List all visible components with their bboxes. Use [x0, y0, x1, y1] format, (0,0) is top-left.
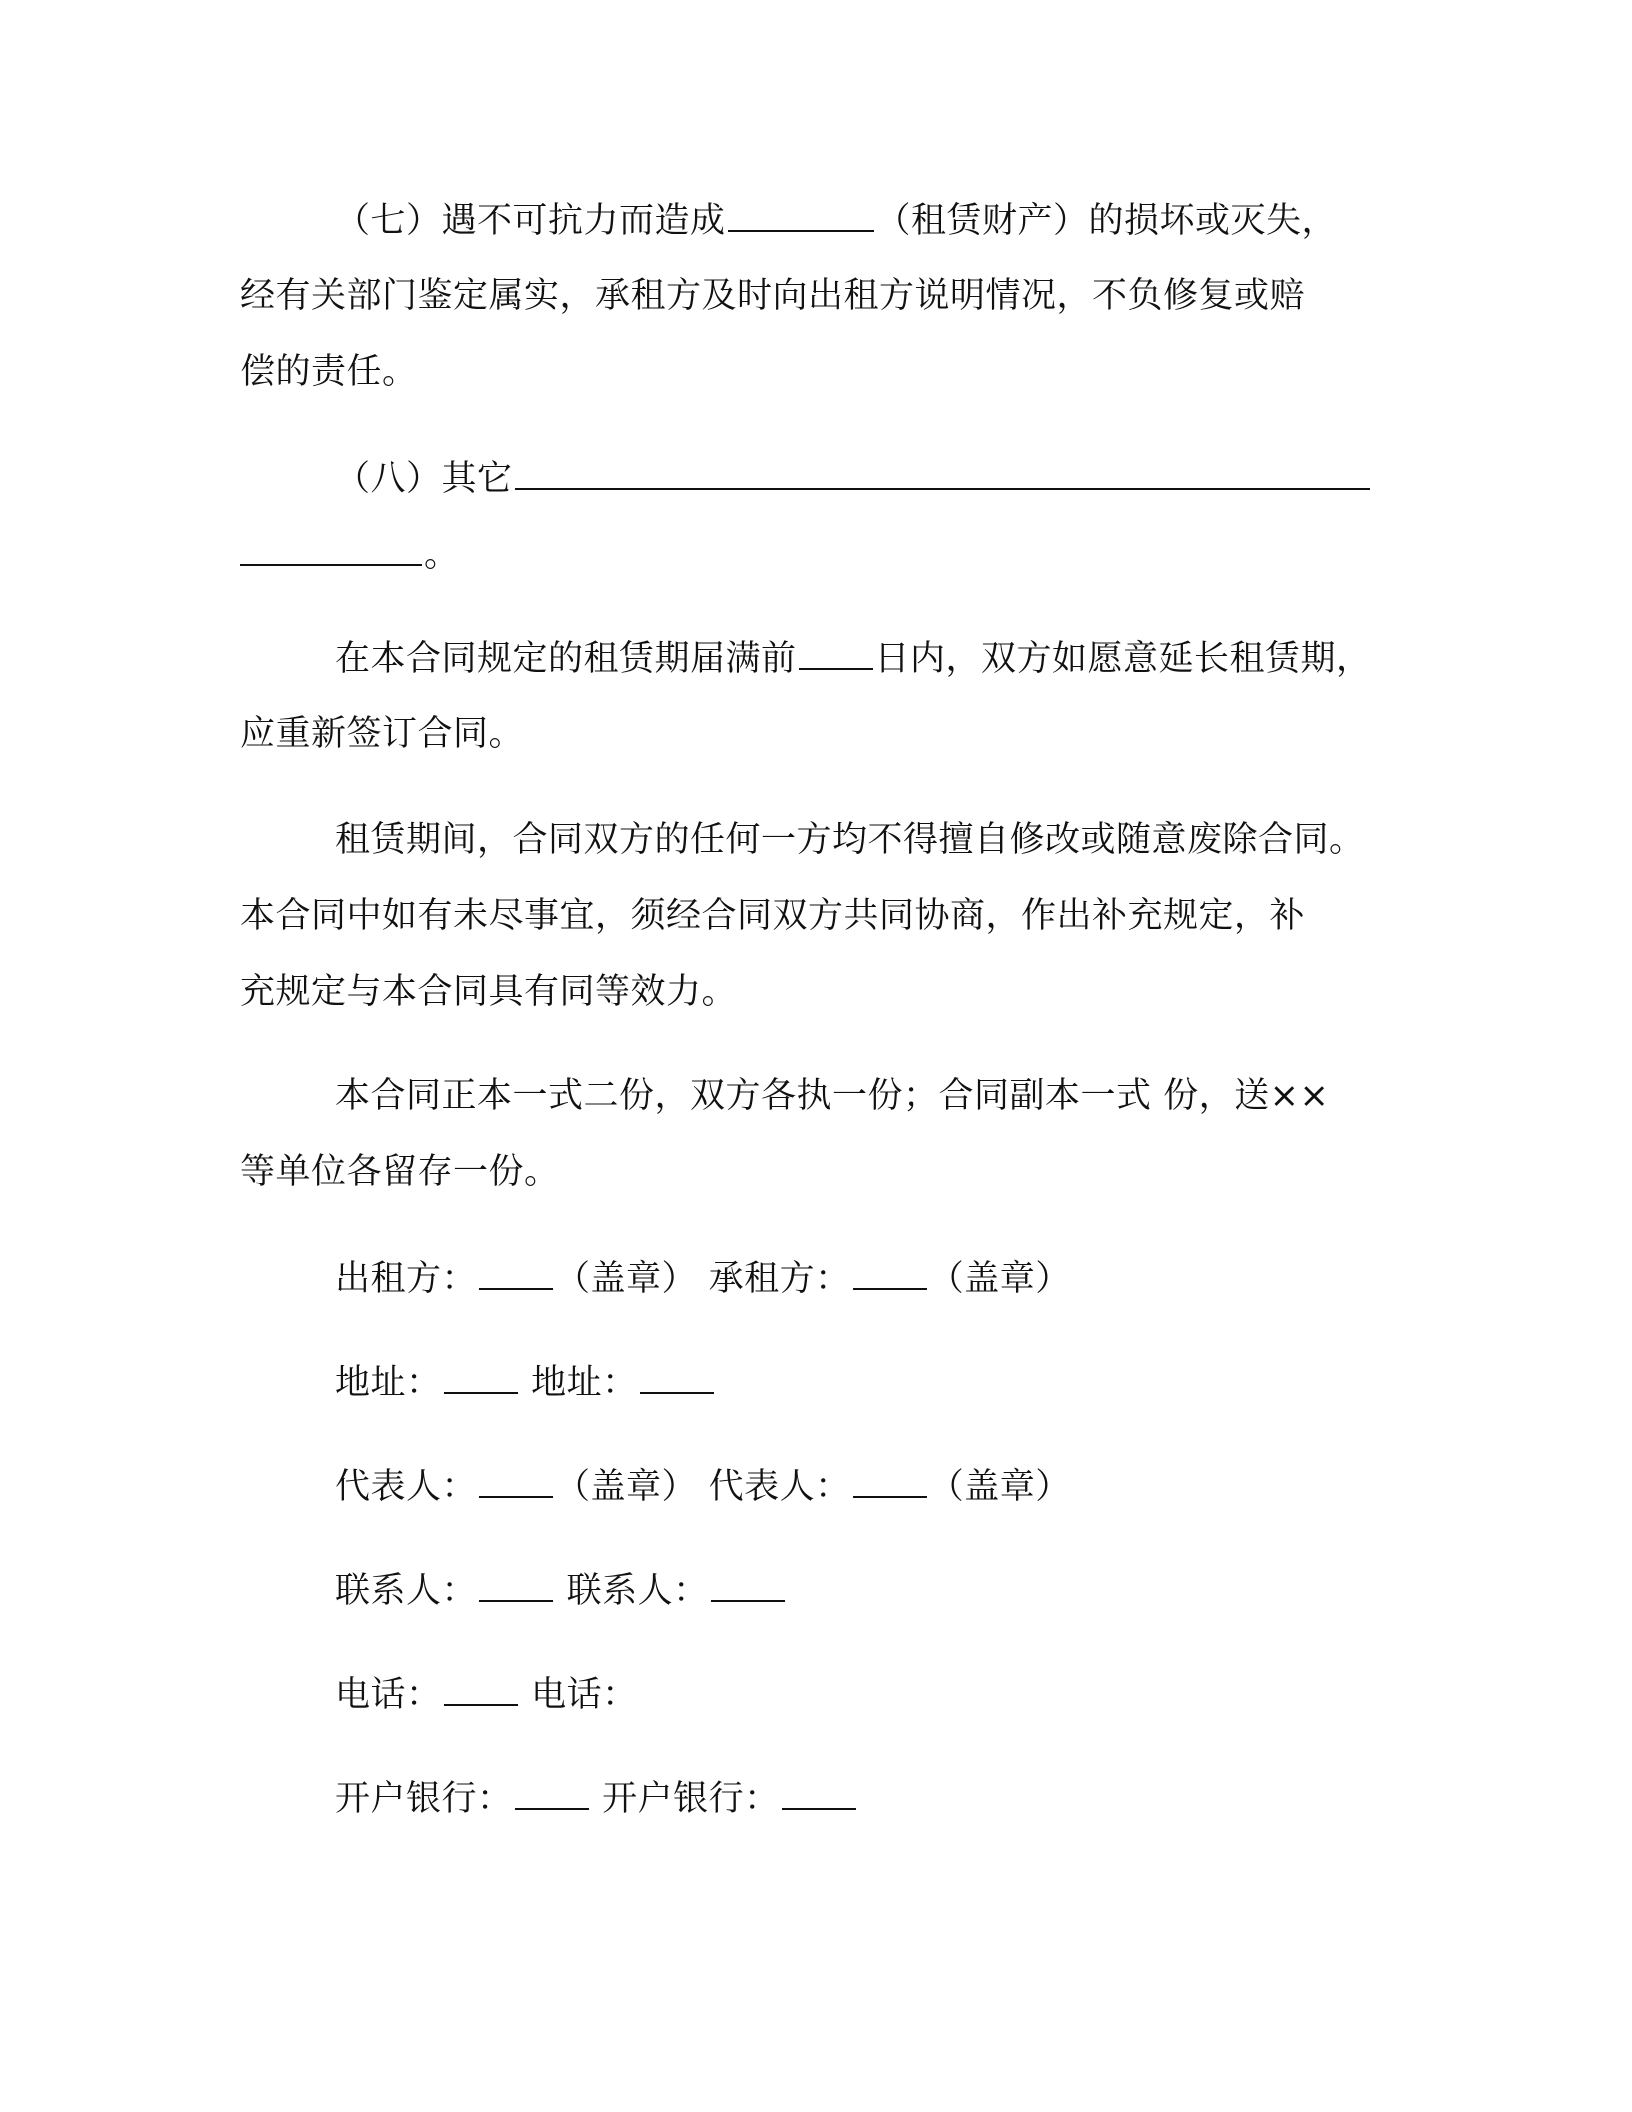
renewal-line1: [335, 634, 1372, 683]
renewal-line2: 应重新签订合同。: [240, 714, 525, 754]
renewal-part1: 在本合同规定的租赁期届满前: [335, 639, 797, 679]
lessee-label: 承租方：: [708, 1259, 851, 1299]
lessee-phone-label: 电话：: [531, 1675, 638, 1715]
renewal-blank: [799, 634, 873, 670]
copies-line2: 等单位各留存一份。: [240, 1152, 560, 1192]
signature-bank-row: [335, 1774, 858, 1823]
lessor-phone-blank: [444, 1670, 518, 1706]
clause8-blank: [515, 454, 1370, 490]
lessor-contact-label: 联系人：: [335, 1571, 478, 1611]
lessor-blank: [479, 1254, 553, 1290]
lessee-address-label: 地址：: [531, 1363, 638, 1403]
lessor-bank-blank: [515, 1774, 589, 1810]
lessor-phone-label: 电话：: [335, 1675, 442, 1715]
lessee-representative-blank: [853, 1462, 927, 1498]
lessee-contact-blank: [711, 1566, 785, 1602]
modification-line2: 本合同中如有未尽事宜，须经合同双方共同协商，作出补充规定，补: [240, 896, 1306, 936]
lessee-bank-label: 开户银行：: [602, 1779, 780, 1819]
lessor-bank-label: 开户银行：: [335, 1779, 513, 1819]
signature-address-row: [335, 1358, 716, 1407]
clause7-blank: [728, 196, 874, 232]
clause8-end: 。: [424, 535, 460, 575]
lessee-representative-seal: （盖章）: [928, 1467, 1071, 1507]
lessee-seal: （盖章）: [928, 1259, 1071, 1299]
lessor-label: 出租方：: [335, 1259, 478, 1299]
clause7-part2: （租赁财产）的损坏或灭失，: [875, 201, 1338, 241]
signature-parties-row: [335, 1254, 1071, 1303]
copies-line1: 本合同正本一式二份，双方各执一份；合同副本一式 份，送××: [335, 1076, 1330, 1116]
clause7-line2: 经有关部门鉴定属实，承租方及时向出租方说明情况，不负修复或赔: [240, 276, 1306, 316]
signature-representative-row: [335, 1462, 1071, 1511]
lessor-address-blank: [444, 1358, 518, 1394]
clause8-blank2: [240, 530, 422, 566]
clause8-line1: [335, 454, 1372, 503]
lessor-contact-blank: [479, 1566, 553, 1602]
clause7-part1: （七）遇不可抗力而造成: [335, 201, 726, 241]
lessee-bank-blank: [782, 1774, 856, 1810]
modification-line1: 租赁期间，合同双方的任何一方均不得擅自修改或随意废除合同。: [335, 820, 1365, 860]
lessor-representative-label: 代表人：: [335, 1467, 478, 1507]
lessee-representative-label: 代表人：: [708, 1467, 851, 1507]
clause8-line2: [240, 530, 460, 579]
signature-phone-row: [335, 1670, 638, 1719]
signature-contact-row: [335, 1566, 787, 1615]
renewal-part2: 日内，双方如愿意延长租赁期，: [874, 639, 1372, 679]
clause8-label: （八）其它: [335, 459, 513, 499]
clause7-line1: [335, 196, 1337, 245]
lessor-address-label: 地址：: [335, 1363, 442, 1403]
clause7-line3: 偿的责任。: [240, 352, 418, 392]
lessor-representative-seal: （盖章）: [555, 1467, 698, 1507]
modification-line3: 充规定与本合同具有同等效力。: [240, 972, 738, 1012]
lessee-address-blank: [640, 1358, 714, 1394]
lessor-representative-blank: [479, 1462, 553, 1498]
lessee-contact-label: 联系人：: [566, 1571, 709, 1611]
lessor-seal: （盖章）: [555, 1259, 698, 1299]
lessee-blank: [853, 1254, 927, 1290]
